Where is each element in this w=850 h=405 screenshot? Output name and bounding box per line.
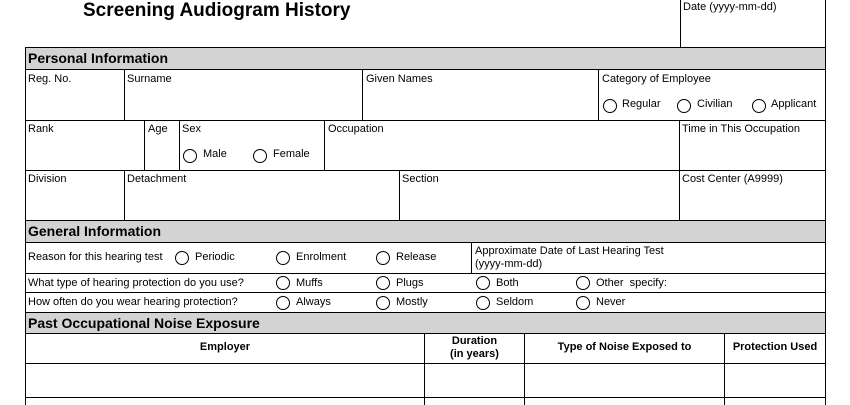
last-test-label: Approximate Date of Last Hearing Test: [475, 245, 664, 257]
sex-female-label: Female: [273, 148, 310, 160]
frequency-never-radio[interactable]: [576, 296, 590, 310]
time-in-occupation-label: Time in This Occupation: [682, 123, 800, 135]
surname-label: Surname: [127, 73, 172, 85]
date-label: Date (yyyy-mm-dd): [683, 1, 777, 13]
personal-info-header: [26, 47, 825, 70]
col-noise-type: Type of Noise Exposed to: [557, 341, 692, 353]
sex-male-radio[interactable]: [183, 149, 197, 163]
protection-type-label: What type of hearing protection do you use?: [28, 277, 244, 289]
rank-label: Rank: [28, 123, 54, 135]
last-test-format: (yyyy-mm-dd): [475, 258, 543, 270]
frequency-mostly-radio[interactable]: [376, 296, 390, 310]
given-names-label: Given Names: [366, 73, 433, 85]
col-duration-unit: (in years): [450, 348, 499, 360]
col-protection-used: Protection Used: [732, 341, 818, 353]
age-label: Age: [148, 123, 168, 135]
reason-enrolment-radio[interactable]: [276, 251, 290, 265]
noise-exposure-header: [26, 312, 825, 334]
noise-exposure-heading: Past Occupational Noise Exposure: [28, 315, 260, 331]
protection-plugs-radio[interactable]: [376, 276, 390, 290]
occupation-label: Occupation: [328, 123, 384, 135]
frequency-never-label: Never: [596, 296, 626, 308]
sex-label: Sex: [182, 123, 201, 135]
reason-release-radio[interactable]: [376, 251, 390, 265]
protection-other-radio[interactable]: [576, 276, 590, 290]
reason-label: Reason for this hearing test: [28, 251, 163, 263]
protection-muffs-radio[interactable]: [276, 276, 290, 290]
frequency-mostly-label: Mostly: [396, 296, 428, 308]
general-info-heading: General Information: [28, 223, 162, 239]
frequency-always-label: Always: [296, 296, 331, 308]
category-regular-label: Regular: [622, 98, 661, 110]
division-label: Division: [28, 173, 67, 185]
cost-center-label: Cost Center (A9999): [682, 173, 783, 185]
protection-muffs-label: Muffs: [296, 277, 323, 289]
category-regular-radio[interactable]: [603, 99, 617, 113]
reg-no-label: Reg. No.: [28, 73, 72, 85]
general-info-header: [26, 220, 825, 243]
category-label: Category of Employee: [602, 73, 711, 85]
detachment-label: Detachment: [127, 173, 187, 185]
reason-periodic-label: Periodic: [195, 251, 235, 263]
category-civilian-radio[interactable]: [677, 99, 691, 113]
reason-periodic-radio[interactable]: [175, 251, 189, 265]
frequency-label: How often do you wear hearing protection?: [28, 296, 238, 308]
date-field[interactable]: [681, 14, 824, 46]
protection-both-radio[interactable]: [476, 276, 490, 290]
col-duration: Duration: [451, 335, 498, 347]
frequency-seldom-radio[interactable]: [476, 296, 490, 310]
personal-info-heading: Personal Information: [28, 50, 169, 66]
protection-other-field[interactable]: [670, 275, 820, 291]
protection-both-label: Both: [496, 277, 519, 289]
sex-male-label: Male: [203, 148, 227, 160]
protection-plugs-label: Plugs: [396, 277, 424, 289]
category-applicant-label: Applicant: [771, 98, 817, 110]
protection-other-label: Other specify:: [596, 277, 667, 289]
table-row[interactable]: [26, 364, 824, 397]
frequency-always-radio[interactable]: [276, 296, 290, 310]
col-employer: Employer: [199, 341, 251, 353]
reason-enrolment-label: Enrolment: [296, 251, 347, 263]
category-applicant-radio[interactable]: [752, 99, 766, 113]
category-civilian-label: Civilian: [697, 98, 733, 110]
reason-release-label: Release: [396, 251, 437, 263]
sex-female-radio[interactable]: [253, 149, 267, 163]
frequency-seldom-label: Seldom: [496, 296, 534, 308]
section-label: Section: [402, 173, 439, 185]
form-title: Screening Audiogram History: [83, 0, 351, 21]
